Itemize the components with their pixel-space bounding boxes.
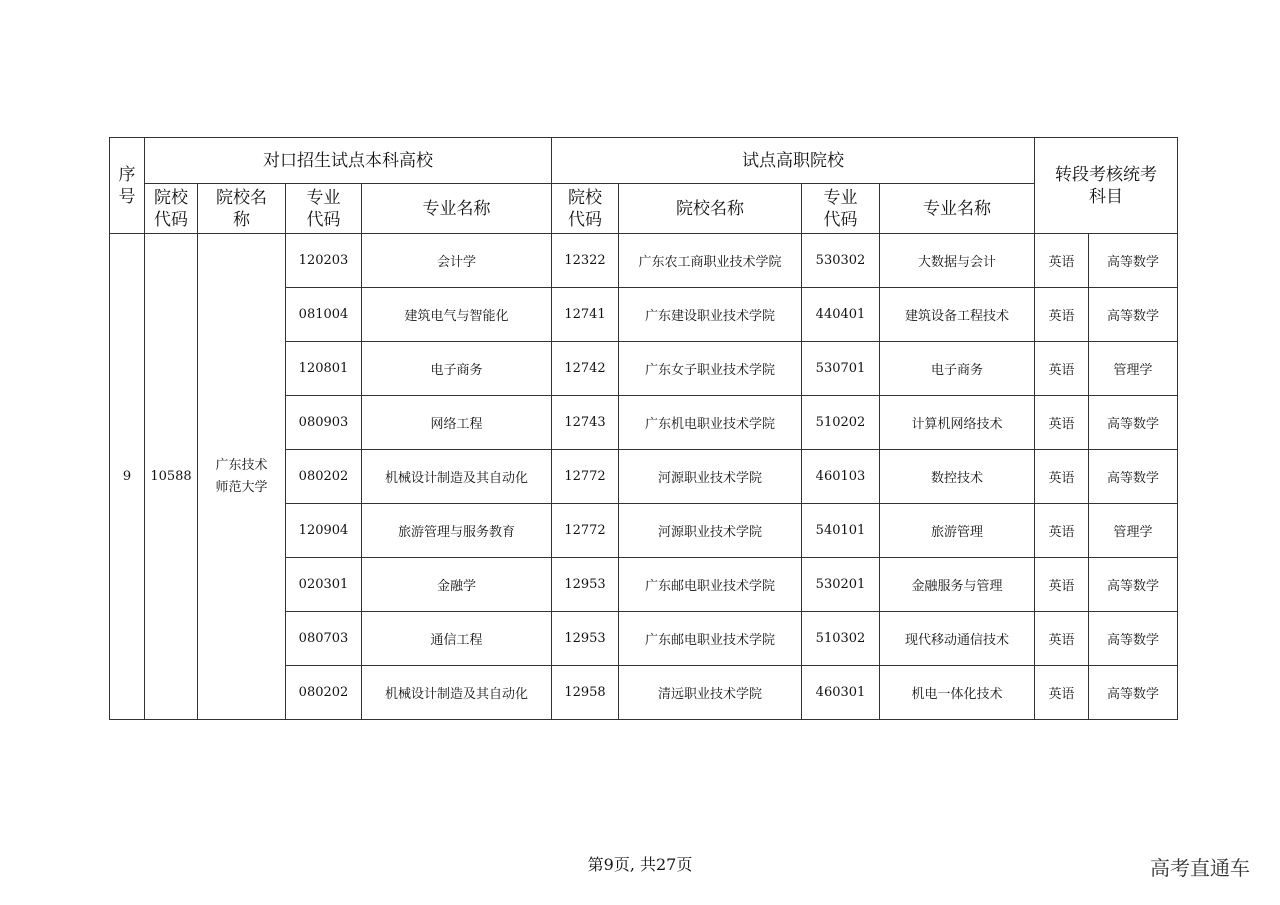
college-name-cell: 清远职业技术学院 bbox=[619, 666, 802, 720]
college-name-cell: 广东邮电职业技术学院 bbox=[619, 558, 802, 612]
major-name-cell: 建筑电气与智能化 bbox=[362, 288, 552, 342]
exam-subject-2-cell: 高等数学 bbox=[1089, 288, 1178, 342]
college-name-cell: 广东女子职业技术学院 bbox=[619, 342, 802, 396]
page-number: 第9页, 共27页 bbox=[587, 855, 693, 874]
college-major-code-cell: 530302 bbox=[802, 234, 880, 288]
exam-subject-2-cell: 高等数学 bbox=[1089, 234, 1178, 288]
exam-subject-1-cell: 英语 bbox=[1035, 234, 1089, 288]
exam-subject-1-cell: 英语 bbox=[1035, 450, 1089, 504]
college-major-code-cell: 530701 bbox=[802, 342, 880, 396]
major-code-cell: 120904 bbox=[286, 504, 362, 558]
univ-group-header: 对口招生试点本科高校 bbox=[145, 138, 552, 184]
major-code-header: 专业代码 bbox=[286, 184, 362, 234]
college-major-code-cell: 440401 bbox=[802, 288, 880, 342]
major-name-cell: 金融学 bbox=[362, 558, 552, 612]
college-name-cell: 广东邮电职业技术学院 bbox=[619, 612, 802, 666]
college-major-name-cell: 数控技术 bbox=[880, 450, 1035, 504]
college-major-code-cell: 460103 bbox=[802, 450, 880, 504]
exam-subject-2-cell: 高等数学 bbox=[1089, 612, 1178, 666]
major-name-cell: 电子商务 bbox=[362, 342, 552, 396]
college-code-cell: 12772 bbox=[552, 450, 619, 504]
exam-subject-1-cell: 英语 bbox=[1035, 504, 1089, 558]
college-major-name-header: 专业名称 bbox=[880, 184, 1035, 234]
major-code-cell: 080202 bbox=[286, 450, 362, 504]
college-major-name-cell: 电子商务 bbox=[880, 342, 1035, 396]
college-code-cell: 12741 bbox=[552, 288, 619, 342]
college-code-cell: 12743 bbox=[552, 396, 619, 450]
major-code-cell: 081004 bbox=[286, 288, 362, 342]
exam-subject-2-cell: 高等数学 bbox=[1089, 558, 1178, 612]
major-code-cell: 020301 bbox=[286, 558, 362, 612]
college-code-cell: 12953 bbox=[552, 558, 619, 612]
college-major-code-cell: 540101 bbox=[802, 504, 880, 558]
exam-subject-1-cell: 英语 bbox=[1035, 342, 1089, 396]
college-major-name-cell: 大数据与会计 bbox=[880, 234, 1035, 288]
exam-subject-2-cell: 管理学 bbox=[1089, 342, 1178, 396]
college-major-name-cell: 计算机网络技术 bbox=[880, 396, 1035, 450]
college-name-cell: 广东农工商职业技术学院 bbox=[619, 234, 802, 288]
major-name-cell: 网络工程 bbox=[362, 396, 552, 450]
college-major-code-cell: 510202 bbox=[802, 396, 880, 450]
enrollment-table bbox=[109, 137, 1178, 720]
college-major-code-cell: 530201 bbox=[802, 558, 880, 612]
major-name-cell: 通信工程 bbox=[362, 612, 552, 666]
college-major-code-cell: 510302 bbox=[802, 612, 880, 666]
college-major-name-cell: 建筑设备工程技术 bbox=[880, 288, 1035, 342]
table-row bbox=[110, 234, 1178, 288]
college-name-cell: 广东机电职业技术学院 bbox=[619, 396, 802, 450]
univ-code-cell: 10588 bbox=[145, 234, 198, 720]
exam-subject-2-cell: 高等数学 bbox=[1089, 666, 1178, 720]
college-major-name-cell: 旅游管理 bbox=[880, 504, 1035, 558]
college-major-code-cell: 460301 bbox=[802, 666, 880, 720]
univ-code-header: 院校代码 bbox=[145, 184, 198, 234]
seq-cell: 9 bbox=[110, 234, 145, 720]
seq-header: 序号 bbox=[110, 138, 145, 234]
college-name-header: 院校名称 bbox=[619, 184, 802, 234]
major-code-cell: 120801 bbox=[286, 342, 362, 396]
univ-name-cell: 广东技术师范大学 bbox=[198, 234, 286, 720]
college-major-name-cell: 金融服务与管理 bbox=[880, 558, 1035, 612]
exam-subject-2-cell: 高等数学 bbox=[1089, 396, 1178, 450]
exam-subject-1-cell: 英语 bbox=[1035, 288, 1089, 342]
college-code-cell: 12742 bbox=[552, 342, 619, 396]
college-name-cell: 广东建设职业技术学院 bbox=[619, 288, 802, 342]
exam-subject-1-cell: 英语 bbox=[1035, 666, 1089, 720]
college-code-cell: 12958 bbox=[552, 666, 619, 720]
major-name-cell: 机械设计制造及其自动化 bbox=[362, 666, 552, 720]
major-code-cell: 080703 bbox=[286, 612, 362, 666]
major-code-cell: 120203 bbox=[286, 234, 362, 288]
exam-subject-2-cell: 管理学 bbox=[1089, 504, 1178, 558]
college-code-cell: 12953 bbox=[552, 612, 619, 666]
exam-subject-1-cell: 英语 bbox=[1035, 396, 1089, 450]
watermark-text: 高考直通车 bbox=[1150, 856, 1250, 880]
college-name-cell: 河源职业技术学院 bbox=[619, 450, 802, 504]
college-code-cell: 12772 bbox=[552, 504, 619, 558]
major-code-cell: 080202 bbox=[286, 666, 362, 720]
exam-subject-2-cell: 高等数学 bbox=[1089, 450, 1178, 504]
college-code-cell: 12322 bbox=[552, 234, 619, 288]
college-major-name-cell: 机电一体化技术 bbox=[880, 666, 1035, 720]
major-name-cell: 会计学 bbox=[362, 234, 552, 288]
univ-name-header: 院校名称 bbox=[198, 184, 286, 234]
college-code-header: 院校代码 bbox=[552, 184, 619, 234]
major-name-cell: 旅游管理与服务教育 bbox=[362, 504, 552, 558]
major-code-cell: 080903 bbox=[286, 396, 362, 450]
college-major-name-cell: 现代移动通信技术 bbox=[880, 612, 1035, 666]
exam-subject-1-cell: 英语 bbox=[1035, 612, 1089, 666]
college-major-code-header: 专业代码 bbox=[802, 184, 880, 234]
major-name-cell: 机械设计制造及其自动化 bbox=[362, 450, 552, 504]
college-group-header: 试点高职院校 bbox=[552, 138, 1035, 184]
exam-subject-1-cell: 英语 bbox=[1035, 558, 1089, 612]
exam-group-header: 转段考核统考科目 bbox=[1035, 138, 1178, 234]
major-name-header: 专业名称 bbox=[362, 184, 552, 234]
college-name-cell: 河源职业技术学院 bbox=[619, 504, 802, 558]
